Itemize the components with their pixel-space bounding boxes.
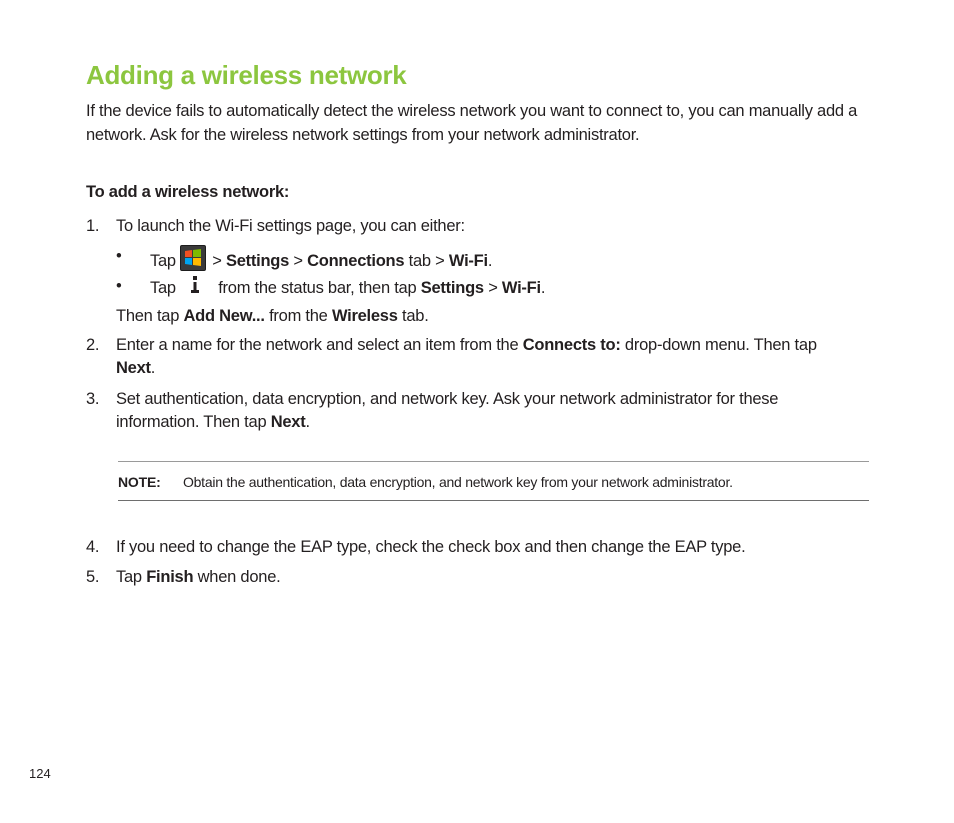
windows-start-icon — [180, 245, 206, 271]
step-text: If you need to change the EAP type, check the check box and then change the EAP type. — [116, 538, 746, 556]
period: . — [487, 252, 493, 270]
step-text-a: information. Then tap — [116, 413, 267, 431]
tab-separator: tab > — [408, 252, 445, 270]
then-text — [116, 305, 429, 328]
step-text: Set authentication, data encryption, and network key. Ask your network administrator for these — [116, 390, 779, 408]
step-suffix: when done. — [197, 568, 281, 586]
wifi-label: Wi-Fi — [501, 279, 541, 297]
tap-label: Tap — [150, 279, 176, 297]
bullet: • — [116, 247, 122, 265]
step-text — [116, 566, 280, 589]
from-status-bar-text: from the status bar, then tap — [218, 279, 417, 297]
step-number: 3. — [86, 390, 100, 408]
note-box — [118, 461, 869, 501]
bullet-text — [150, 245, 492, 273]
tap-label: Tap — [116, 568, 142, 586]
add-new-label: Add New... — [183, 307, 265, 325]
separator: > — [212, 252, 222, 270]
intro-paragraph: If the device fails to automatically detect the wireless network you want to connect to, you can manually add a network. Ask for the wireless network settings from your network administrator. — [86, 102, 858, 144]
finish-label: Finish — [146, 568, 194, 586]
page-title: Adding a wireless network — [86, 60, 407, 90]
step-text-b: drop-down menu. Then tap — [624, 336, 817, 354]
bullet-text — [150, 275, 545, 300]
period: . — [540, 279, 546, 297]
settings-label: Settings — [420, 279, 484, 297]
note-label: NOTE: — [118, 474, 161, 490]
antenna-status-icon — [180, 275, 210, 297]
procedure-heading: To add a wireless network: — [86, 183, 290, 201]
note-text: Obtain the authentication, data encryption, and network key from your network administrator. — [183, 474, 733, 490]
tab-suffix: tab. — [402, 307, 429, 325]
settings-label: Settings — [225, 252, 290, 270]
step-number: 5. — [86, 568, 100, 586]
step-number: 2. — [86, 336, 100, 354]
separator: > — [293, 252, 303, 270]
step-text-a: Enter a name for the network and select an item from the — [116, 336, 519, 354]
connections-label: Connections — [307, 252, 405, 270]
wifi-label: Wi-Fi — [448, 252, 488, 270]
step-number: 4. — [86, 538, 100, 556]
period: . — [305, 413, 310, 431]
next-label: Next — [270, 413, 306, 431]
from-the-text: from the — [269, 307, 328, 325]
step-text — [116, 357, 155, 380]
connects-to-label: Connects to: — [522, 336, 621, 354]
then-prefix: Then tap — [116, 307, 180, 325]
step-number: 1. — [86, 217, 100, 235]
step-text — [116, 334, 817, 357]
bullet: • — [116, 277, 122, 295]
tap-label: Tap — [150, 252, 176, 270]
period: . — [150, 359, 156, 377]
step-text — [116, 411, 310, 434]
step-text: To launch the Wi-Fi settings page, you can either: — [116, 217, 465, 235]
wireless-label: Wireless — [331, 307, 398, 325]
next-label: Next — [116, 359, 151, 377]
page-number: 124 — [29, 766, 51, 781]
separator: > — [488, 279, 498, 297]
